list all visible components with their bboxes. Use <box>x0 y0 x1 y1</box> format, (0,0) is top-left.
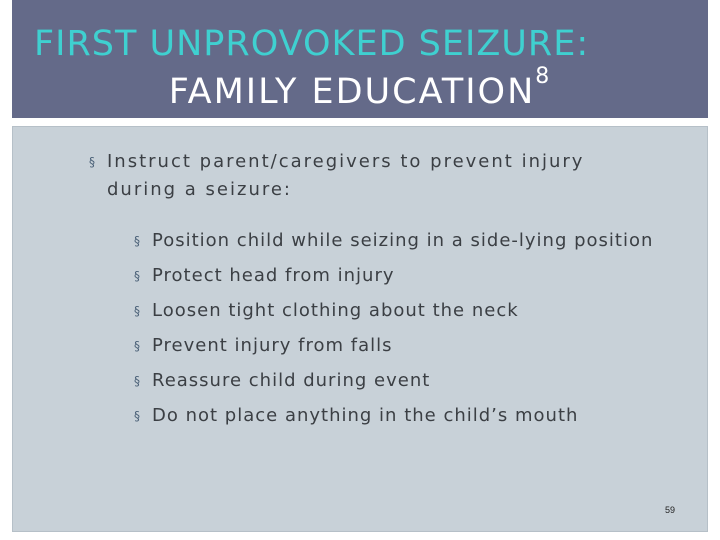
bullet-marker-icon: § <box>134 409 141 423</box>
sub-bullet-text: Prevent injury from falls <box>152 335 393 356</box>
title-bar <box>12 0 708 118</box>
main-bullet-text: Instruct parent/caregivers to prevent injury during a seizure: <box>107 151 585 200</box>
slide-title-line1: FIRST UNPROVOKED SEIZURE: <box>34 24 590 64</box>
sub-bullet-text: Position child while seizing in a side-lying position <box>152 230 654 251</box>
bullet-marker-icon: § <box>134 234 141 248</box>
sub-bullet-text: Loosen tight clothing about the neck <box>152 300 519 321</box>
sub-bullet-text: Reassure child during event <box>152 370 431 391</box>
sub-bullet-item <box>134 332 654 360</box>
bullet-marker-icon: § <box>134 269 141 283</box>
page-number: 59 <box>664 505 675 515</box>
main-bullet <box>89 148 649 204</box>
sub-bullet-item <box>134 367 654 395</box>
slide-title-line2 <box>12 64 708 114</box>
bullet-marker-icon: § <box>89 155 97 169</box>
sub-bullet-text: Do not place anything in the child’s mouth <box>152 405 579 426</box>
reference-superscript: 8 <box>535 64 552 89</box>
bullet-marker-icon: § <box>134 304 141 318</box>
bullet-marker-icon: § <box>134 374 141 388</box>
sub-bullet-item <box>134 297 654 325</box>
sub-bullet-list <box>134 227 654 437</box>
sub-bullet-item <box>134 262 654 290</box>
bullet-marker-icon: § <box>134 339 141 353</box>
sub-bullet-item <box>134 402 654 430</box>
content-panel <box>12 126 708 532</box>
sub-bullet-item <box>134 227 654 255</box>
slide-title-line2-text: FAMILY EDUCATION <box>168 72 536 112</box>
sub-bullet-text: Protect head from injury <box>152 265 395 286</box>
